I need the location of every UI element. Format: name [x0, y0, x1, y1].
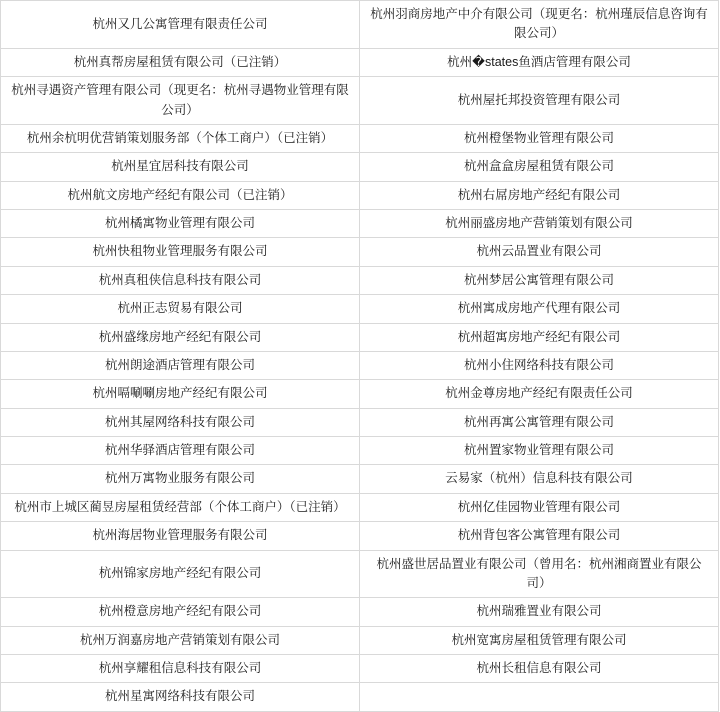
company-name-cell: 杭州再寓公寓管理有限公司: [360, 408, 719, 436]
company-name-cell: 杭州锦家房地产经纪有限公司: [1, 550, 360, 598]
table-row: [1, 153, 719, 181]
company-name-cell: 杭州右屌房地产经纪有限公司: [360, 181, 719, 209]
company-name-cell: 杭州航文房地产经纪有限公司（已注销）: [1, 181, 360, 209]
table-row: [1, 124, 719, 152]
company-name-cell: 杭州超寓房地产经纪有限公司: [360, 323, 719, 351]
company-name-cell: 杭州星宜居科技有限公司: [1, 153, 360, 181]
company-name-cell: 杭州快租物业管理服务有限公司: [1, 238, 360, 266]
company-name-cell: 杭州其屋网络科技有限公司: [1, 408, 360, 436]
empty-cell: [360, 683, 719, 711]
table-row: [1, 48, 719, 76]
table-body: [1, 1, 719, 712]
company-name-cell: 杭州星寓网络科技有限公司: [1, 683, 360, 711]
table-row: [1, 77, 719, 125]
company-name-cell: 杭州盒盒房屋租赁有限公司: [360, 153, 719, 181]
company-name-cell: 杭州屋托邦投资管理有限公司: [360, 77, 719, 125]
company-name-cell: 杭州正志贸易有限公司: [1, 295, 360, 323]
table-row: [1, 550, 719, 598]
company-name-cell: 云易家（杭州）信息科技有限公司: [360, 465, 719, 493]
table-row: [1, 351, 719, 379]
company-name-cell: 杭州亿佳园物业管理有限公司: [360, 493, 719, 521]
company-name-cell: 杭州�states鱼酒店管理有限公司: [360, 48, 719, 76]
table-row: [1, 522, 719, 550]
company-name-cell: 杭州万润嘉房地产营销策划有限公司: [1, 626, 360, 654]
company-name-cell: 杭州万寓物业服务有限公司: [1, 465, 360, 493]
table-row: [1, 626, 719, 654]
company-name-cell: 杭州背包客公寓管理有限公司: [360, 522, 719, 550]
table-row: [1, 683, 719, 711]
company-name-cell: 杭州朗途酒店管理有限公司: [1, 351, 360, 379]
company-name-cell: 杭州盛世居品置业有限公司（曾用名：杭州湘商置业有限公司）: [360, 550, 719, 598]
company-name-cell: 杭州云品置业有限公司: [360, 238, 719, 266]
company-name-cell: 杭州瑞雅置业有限公司: [360, 598, 719, 626]
company-name-cell: 杭州寓成房地产代理有限公司: [360, 295, 719, 323]
company-name-cell: 杭州置家物业管理有限公司: [360, 437, 719, 465]
company-name-cell: 杭州寻遇资产管理有限公司（现更名：杭州寻遇物业管理有限公司）: [1, 77, 360, 125]
table-row: [1, 295, 719, 323]
company-name-cell: 杭州金尊房地产经纪有限责任公司: [360, 380, 719, 408]
company-name-cell: 杭州嗝唰唰房地产经纪有限公司: [1, 380, 360, 408]
company-name-cell: 杭州羽商房地产中介有限公司（现更名：杭州瑾辰信息咨询有限公司）: [360, 1, 719, 49]
table-row: [1, 181, 719, 209]
company-name-cell: 杭州宽寓房屋租赁管理有限公司: [360, 626, 719, 654]
table-row: [1, 493, 719, 521]
table-row: [1, 437, 719, 465]
company-name-cell: 杭州市上城区蔺昱房屋租赁经营部（个体工商户）（已注销）: [1, 493, 360, 521]
company-name-cell: 杭州华驿酒店管理有限公司: [1, 437, 360, 465]
company-name-cell: 杭州长租信息有限公司: [360, 655, 719, 683]
company-name-cell: 杭州余杭明优营销策划服务部（个体工商户）（已注销）: [1, 124, 360, 152]
table-row: [1, 323, 719, 351]
company-name-cell: 杭州海居物业管理服务有限公司: [1, 522, 360, 550]
company-name-cell: 杭州真帮房屋租赁有限公司（已注销）: [1, 48, 360, 76]
table-row: [1, 380, 719, 408]
table-row: [1, 1, 719, 49]
company-name-cell: 杭州又几公寓管理有限责任公司: [1, 1, 360, 49]
company-name-cell: 杭州橙意房地产经纪有限公司: [1, 598, 360, 626]
company-name-cell: 杭州橘寓物业管理有限公司: [1, 210, 360, 238]
company-name-cell: 杭州享耀租信息科技有限公司: [1, 655, 360, 683]
table-row: [1, 598, 719, 626]
company-name-cell: 杭州橙堡物业管理有限公司: [360, 124, 719, 152]
table-row: [1, 210, 719, 238]
company-name-cell: 杭州丽盛房地产营销策划有限公司: [360, 210, 719, 238]
company-name-cell: 杭州盛缘房地产经纪有限公司: [1, 323, 360, 351]
table-row: [1, 655, 719, 683]
table-row: [1, 465, 719, 493]
table-row: [1, 408, 719, 436]
table-row: [1, 238, 719, 266]
company-name-cell: 杭州小住网络科技有限公司: [360, 351, 719, 379]
company-name-cell: 杭州真租侠信息科技有限公司: [1, 266, 360, 294]
company-name-cell: 杭州梦居公寓管理有限公司: [360, 266, 719, 294]
table-row: [1, 266, 719, 294]
